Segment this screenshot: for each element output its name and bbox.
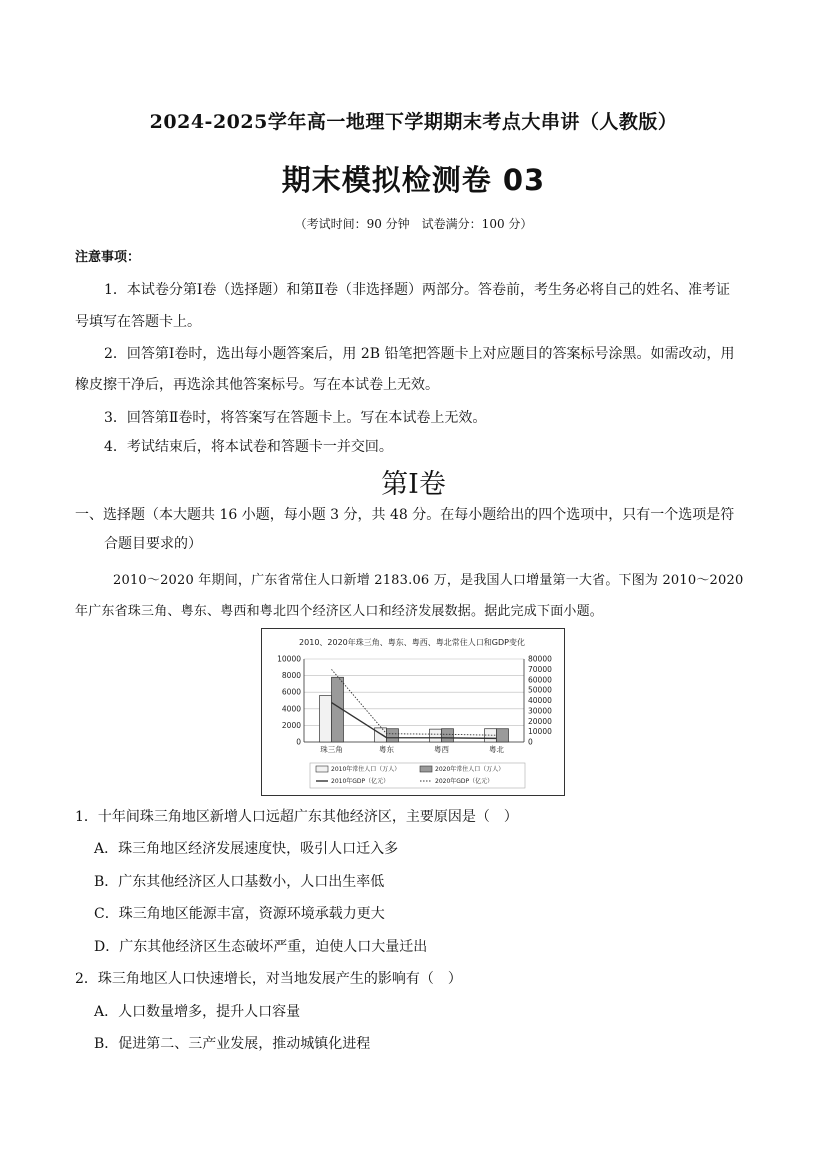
- bar: [320, 696, 332, 742]
- notice-item-4: 4．考试结束后，将本试卷和答题卡一并交回。: [104, 439, 393, 455]
- right-tick-label: 80000: [528, 654, 552, 664]
- q2-option-a: A．人口数量增多，提升人口容量: [94, 1004, 301, 1020]
- notice-item-3: 3．回答第Ⅱ卷时，将答案写在答题卡上。写在本试卷上无效。: [104, 410, 487, 426]
- category-label: 粤西: [434, 745, 449, 754]
- legend-label: 2020年常住人口（万人）: [435, 766, 505, 773]
- chart-svg: [262, 629, 563, 794]
- q1-option-d: D．广东其他经济区生态破坏严重，迫使人口大量迁出: [94, 939, 428, 955]
- right-tick-label: 30000: [528, 706, 552, 716]
- gdp-line: [332, 703, 497, 739]
- chart-title: 2010、2020年珠三角、粤东、粤西、粤北常住人口和GDP变化: [299, 638, 525, 647]
- question-2: 2．珠三角地区人口快速增长，对当地发展产生的影响有（ ）: [75, 971, 462, 987]
- population-gdp-chart: [261, 628, 565, 796]
- left-tick-label: 0: [296, 737, 301, 747]
- q1-option-b: B．广东其他经济区人口基数小，人口出生率低: [94, 874, 385, 890]
- material-text-cont: 年广东省珠三角、粤东、粤西和粤北四个经济区人口和经济发展数据。据此完成下面小题。: [75, 604, 604, 619]
- category-label: 珠三角: [320, 745, 343, 754]
- legend-swatch: [316, 766, 328, 772]
- notice-item-1: 1．本试卷分第Ⅰ卷（选择题）和第Ⅱ卷（非选择题）两部分。答卷前，考生务必将自己的姓名、准考证: [104, 282, 730, 298]
- right-tick-label: 50000: [528, 685, 552, 695]
- notice-item-2: 2．回答第Ⅰ卷时，选出每小题答案后，用 2B 铅笔把答题卡上对应题目的答案标号涂黑。如需改动，用: [104, 346, 735, 362]
- notice-item-2-cont: 橡皮擦干净后，再选涂其他答案标号。写在本试卷上无效。: [75, 377, 439, 393]
- legend-label: 2010年常住人口（万人）: [331, 766, 401, 773]
- right-tick-label: 20000: [528, 716, 552, 726]
- left-tick-label: 6000: [281, 687, 301, 697]
- left-tick-label: 4000: [281, 704, 301, 714]
- category-label: 粤北: [489, 745, 504, 754]
- bar: [442, 729, 454, 742]
- q1-option-a: A．珠三角地区经济发展速度快，吸引人口迁入多: [94, 841, 399, 857]
- q2-option-b: B．促进第二、三产业发展，推动城镇化进程: [94, 1036, 371, 1052]
- right-tick-label: 10000: [528, 727, 552, 737]
- right-tick-label: 70000: [528, 664, 552, 674]
- left-tick-label: 10000: [277, 654, 301, 664]
- series-title: 2024-2025学年高一地理下学期期末考点大串讲（人教版）: [149, 111, 678, 133]
- right-tick-label: 60000: [528, 675, 552, 685]
- notice-heading: 注意事项：: [75, 250, 141, 265]
- material-text: 2010～2020 年期间，广东省常住人口新增 2183.06 万，是我国人口增量第一大省。下图为 2010～2020: [113, 573, 744, 588]
- section-heading: 一、选择题（本大题共 16 小题，每小题 3 分，共 48 分。在每小题给出的四个选项中，只有一个选项是符: [75, 507, 735, 523]
- left-tick-label: 8000: [281, 671, 301, 681]
- bar: [497, 729, 509, 742]
- q1-option-c: C．珠三角地区能源丰富，资源环境承载力更大: [94, 906, 385, 922]
- legend-swatch: [420, 766, 432, 772]
- exam-info: （考试时间：90 分钟 试卷满分：100 分）: [294, 217, 533, 231]
- bar: [375, 728, 387, 742]
- legend-label: 2010年GDP（亿元）: [331, 778, 390, 785]
- part-title: 第Ⅰ卷: [381, 469, 446, 500]
- question-1: 1．十年间珠三角地区新增人口远超广东其他经济区，主要原因是（ ）: [75, 809, 518, 825]
- bar: [430, 729, 442, 742]
- bar: [387, 729, 399, 742]
- section-heading-cont: 合题目要求的）: [104, 536, 202, 552]
- exam-title: 期末模拟检测卷 03: [281, 163, 546, 197]
- legend-label: 2020年GDP（亿元）: [435, 778, 494, 785]
- right-tick-label: 40000: [528, 696, 552, 705]
- right-tick-label: 0: [528, 737, 533, 747]
- category-label: 粤东: [379, 745, 394, 754]
- left-tick-label: 2000: [281, 720, 301, 730]
- notice-item-1-cont: 号填写在答题卡上。: [75, 314, 201, 330]
